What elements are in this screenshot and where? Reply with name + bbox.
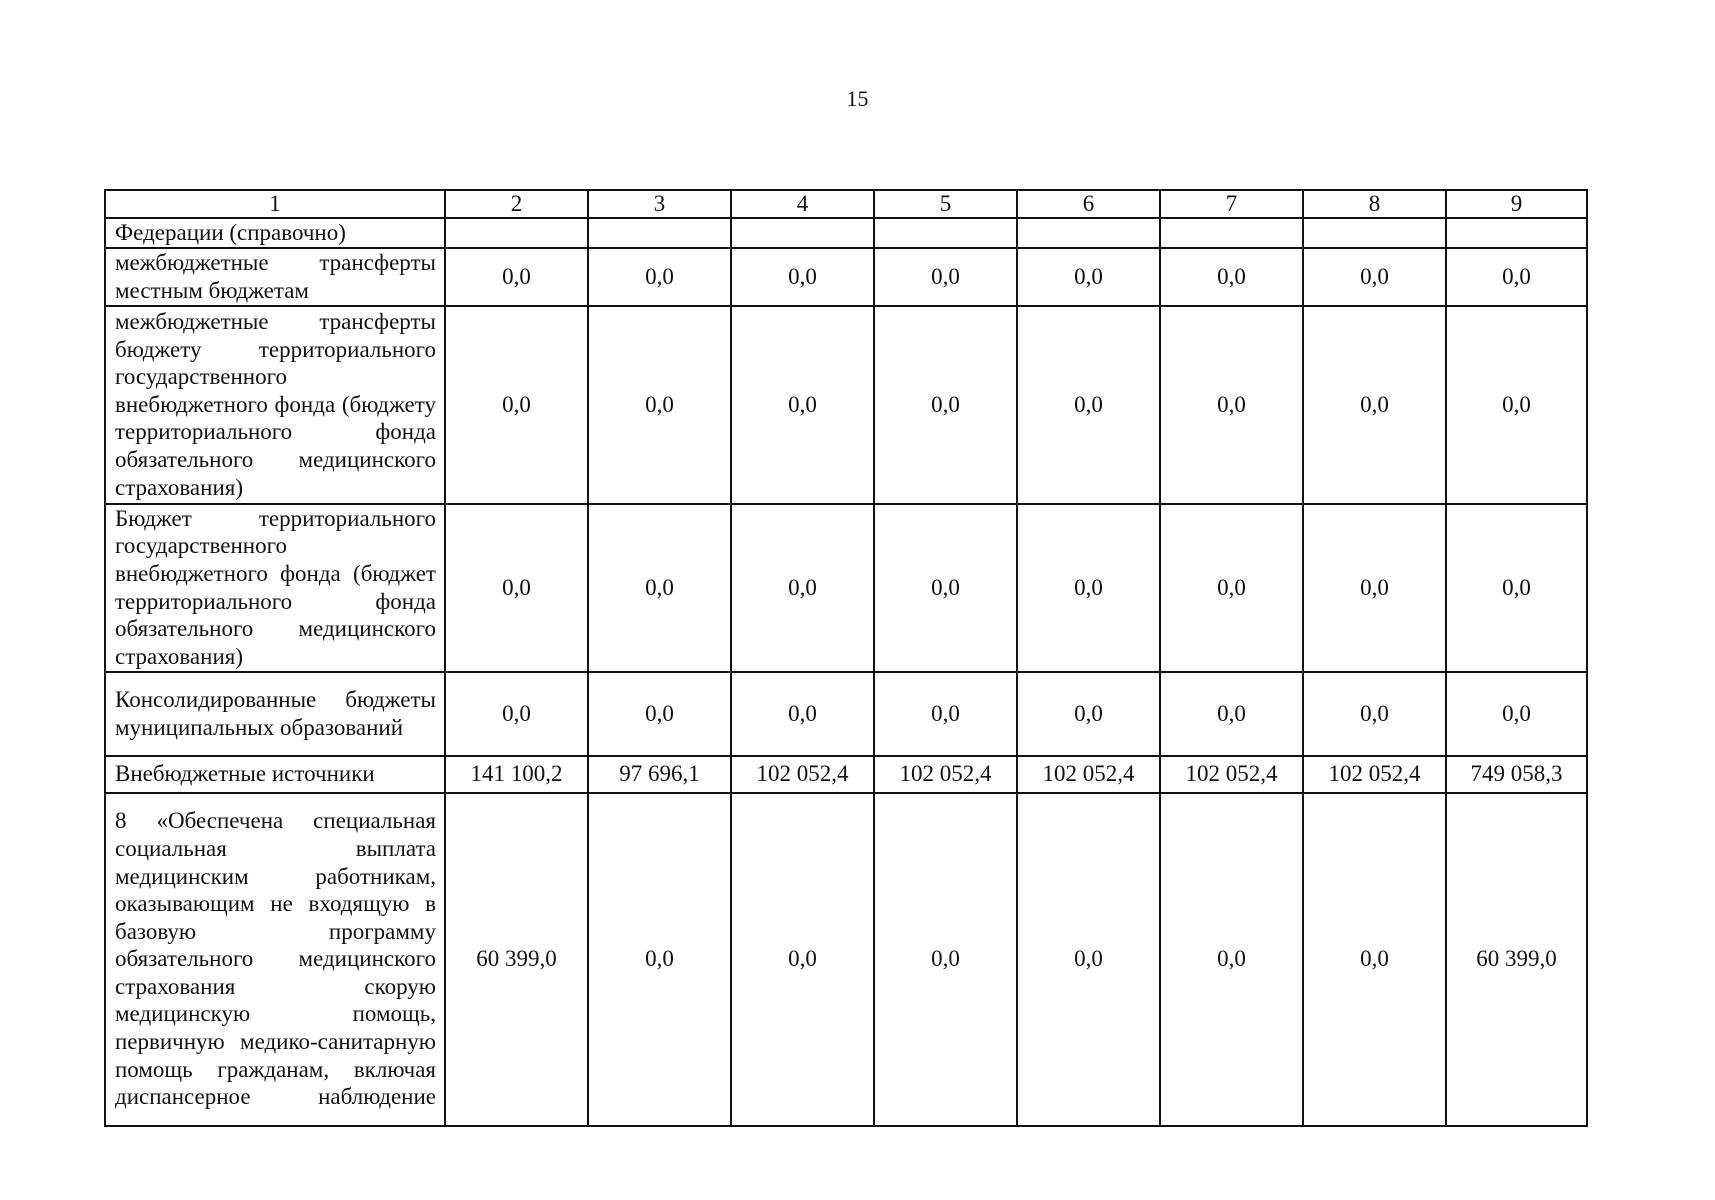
- table-cell: 0,0: [1160, 306, 1303, 504]
- row-label: 8 «Обеспечена специальная социальная выплата медицинским работникам, оказывающим не входящую в базовую программу обязательного медицинского страхования скорую медицинскую помощь, первичную медико-санитарную помощь гражданам, включая диспансерное наблюдение: [105, 793, 445, 1126]
- table-row: [105, 793, 1587, 1126]
- table-cell: 0,0: [588, 306, 731, 504]
- table-cell: 0,0: [1160, 504, 1303, 672]
- table-cell: 0,0: [731, 504, 874, 672]
- table-cell: 0,0: [1446, 306, 1587, 504]
- table-cell: 0,0: [874, 672, 1017, 756]
- column-header: 3: [588, 190, 731, 218]
- table-cell: 102 052,4: [731, 756, 874, 793]
- table-cell: 102 052,4: [1160, 756, 1303, 793]
- table-cell: 0,0: [1303, 672, 1446, 756]
- table-cell: [731, 218, 874, 248]
- table-cell: 102 052,4: [1303, 756, 1446, 793]
- table-cell: 0,0: [874, 306, 1017, 504]
- table-cell: 97 696,1: [588, 756, 731, 793]
- table-cell: 0,0: [1446, 672, 1587, 756]
- table-cell: 0,0: [445, 248, 588, 306]
- table-cell: 102 052,4: [1017, 756, 1160, 793]
- table-cell: 0,0: [445, 672, 588, 756]
- table-cell: [445, 218, 588, 248]
- table-cell: 0,0: [874, 248, 1017, 306]
- table-cell: [1160, 218, 1303, 248]
- table-row: [105, 756, 1587, 793]
- column-header: 8: [1303, 190, 1446, 218]
- table-cell: [1303, 218, 1446, 248]
- table-cell: 0,0: [874, 504, 1017, 672]
- table-cell: 0,0: [1303, 793, 1446, 1126]
- table-cell: [588, 218, 731, 248]
- row-label: Внебюджетные источники: [105, 756, 445, 793]
- column-header: 6: [1017, 190, 1160, 218]
- table-cell: 0,0: [588, 504, 731, 672]
- row-label: межбюджетные трансферты бюджету территориального государственного внебюджетного фонда (бюджету территориального фонда обязательного медицинского страхования): [105, 306, 445, 504]
- table-cell: 0,0: [1446, 248, 1587, 306]
- table-row: [105, 504, 1587, 672]
- table-cell: 0,0: [1160, 672, 1303, 756]
- table-cell: 0,0: [1303, 248, 1446, 306]
- table-cell: 60 399,0: [1446, 793, 1587, 1126]
- table-row: [105, 248, 1587, 306]
- table-cell: 141 100,2: [445, 756, 588, 793]
- column-header: 1: [105, 190, 445, 218]
- table-row: [105, 672, 1587, 756]
- table-cell: 60 399,0: [445, 793, 588, 1126]
- table-cell: 0,0: [588, 793, 731, 1126]
- table-cell: 0,0: [1303, 504, 1446, 672]
- table-row: [105, 306, 1587, 504]
- table-cell: 0,0: [731, 248, 874, 306]
- page-number: 15: [846, 86, 869, 111]
- table-cell: 0,0: [1017, 672, 1160, 756]
- column-header: 9: [1446, 190, 1587, 218]
- table-cell: 0,0: [731, 306, 874, 504]
- column-number-row: [105, 190, 1587, 218]
- table-cell: 0,0: [445, 504, 588, 672]
- row-label: Бюджет территориального государственного внебюджетного фонда (бюджет территориального фонда обязательного медицинского страхования): [105, 504, 445, 672]
- table-cell: 0,0: [1303, 306, 1446, 504]
- column-header: 5: [874, 190, 1017, 218]
- table-cell: 0,0: [731, 672, 874, 756]
- column-header: 2: [445, 190, 588, 218]
- table-cell: 0,0: [1017, 504, 1160, 672]
- column-header: 4: [731, 190, 874, 218]
- table-row: [105, 218, 1587, 248]
- table-cell: 0,0: [874, 793, 1017, 1126]
- row-label: межбюджетные трансферты местным бюджетам: [105, 248, 445, 306]
- table-cell: 749 058,3: [1446, 756, 1587, 793]
- row-label: Консолидированные бюджеты муниципальных образований: [105, 672, 445, 756]
- table-cell: 0,0: [588, 672, 731, 756]
- table-cell: 0,0: [731, 793, 874, 1126]
- column-header: 7: [1160, 190, 1303, 218]
- table-cell: [1017, 218, 1160, 248]
- table-cell: [1446, 218, 1587, 248]
- table-cell: 102 052,4: [874, 756, 1017, 793]
- table-cell: 0,0: [1446, 504, 1587, 672]
- table-cell: 0,0: [1017, 248, 1160, 306]
- table-cell: 0,0: [588, 248, 731, 306]
- budget-table: [104, 189, 1588, 1127]
- table-cell: 0,0: [1017, 793, 1160, 1126]
- table-cell: [874, 218, 1017, 248]
- table-cell: 0,0: [1160, 248, 1303, 306]
- table-cell: 0,0: [445, 306, 588, 504]
- row-label: Федерации (справочно): [105, 218, 445, 248]
- table-cell: 0,0: [1160, 793, 1303, 1126]
- table-cell: 0,0: [1017, 306, 1160, 504]
